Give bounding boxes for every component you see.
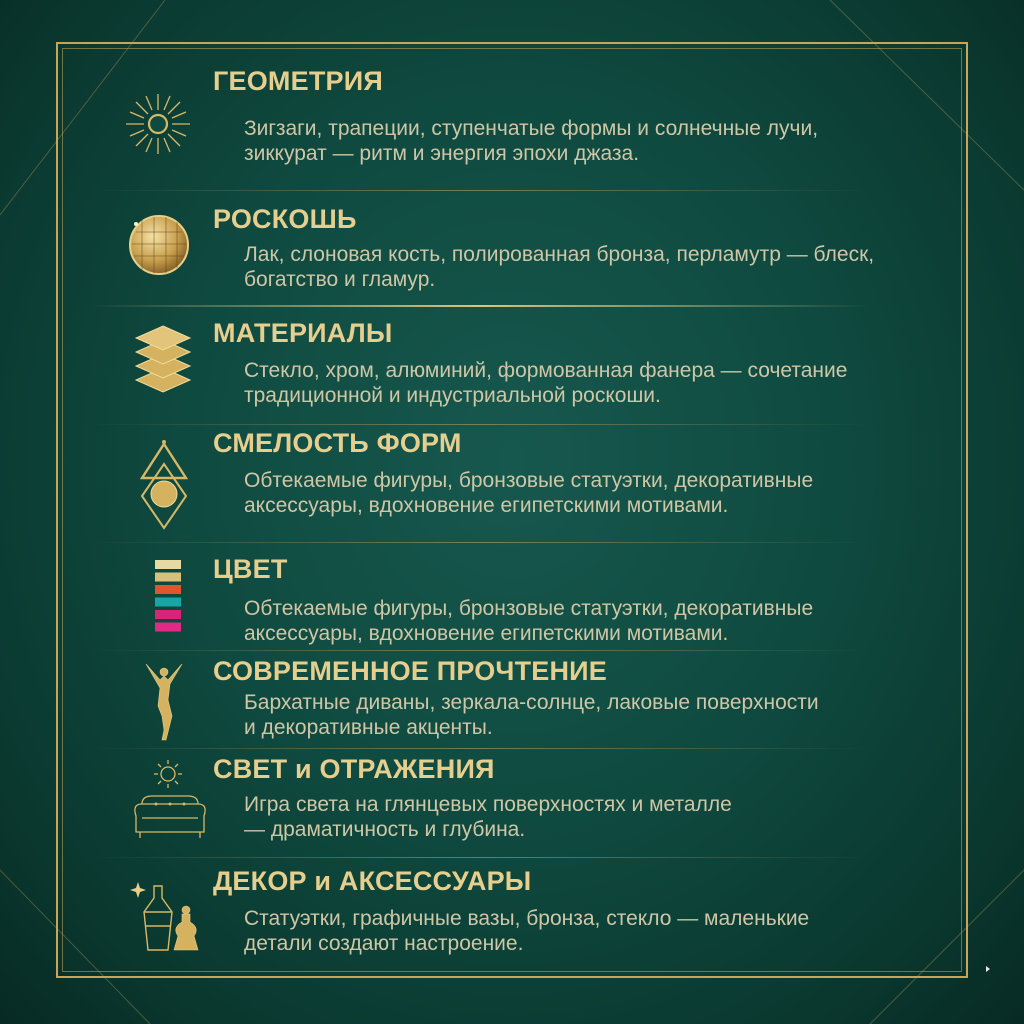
- description-line: Стекло, хром, алюминий, формованная фанера — сочетание: [244, 359, 848, 382]
- description-line: Лак, слоновая кость, полированная бронза, перламутр — блеск,: [244, 243, 875, 266]
- description-line: аксессуары, вдохновение египетскими мотивами.: [244, 622, 729, 645]
- description-line: традиционной и индустриальной роскоши.: [244, 384, 661, 407]
- layered-materials-icon: [134, 324, 192, 396]
- color-swatches-icon: [155, 560, 181, 636]
- separator-line: [90, 542, 870, 543]
- section-description: [244, 792, 732, 842]
- description-line: и декоративные акценты.: [244, 716, 493, 739]
- description-line: аксессуары, вдохновение египетскими мотивами.: [244, 494, 729, 517]
- vases-icon: [132, 878, 208, 954]
- description-line: зиккурат — ритм и энергия эпохи джаза.: [244, 142, 640, 165]
- color-swatch: [155, 560, 181, 569]
- section-description: [244, 242, 874, 292]
- description-line: Обтекаемые фигуры, бронзовые статуэтки, декоративные: [244, 469, 814, 492]
- section-description: [244, 358, 847, 408]
- description-line: Статуэтки, графичные вазы, бронза, стекло — маленькие: [244, 907, 810, 930]
- section-description: [244, 906, 809, 956]
- separator-line: [90, 650, 870, 651]
- triangle-circle-icon: [138, 436, 190, 526]
- section-title: ЦВЕТ: [213, 554, 288, 584]
- separator-line: [90, 857, 870, 858]
- section-title: СОВРЕМЕННОЕ ПРОЧТЕНИЕ: [213, 656, 607, 686]
- separator-line: [90, 305, 870, 307]
- description-line: Игра света на глянцевых поверхностях и металле: [244, 793, 732, 816]
- play-arrow-icon: [986, 966, 990, 972]
- description-line: Обтекаемые фигуры, бронзовые статуэтки, декоративные: [244, 597, 814, 620]
- section-title: РОСКОШЬ: [213, 204, 357, 234]
- description-line: Зигзаги, трапеции, ступенчатые формы и солнечные лучи,: [244, 117, 819, 140]
- section-title: СВЕТ и ОТРАЖЕНИЯ: [213, 754, 495, 784]
- separator-line: [90, 190, 870, 191]
- sunburst-icon: [124, 90, 192, 158]
- color-swatch: [155, 573, 181, 582]
- section-description: [244, 690, 819, 740]
- section-title: ГЕОМЕТРИЯ: [213, 66, 383, 96]
- color-swatch: [155, 598, 181, 607]
- color-swatch: [155, 610, 181, 619]
- description-line: богатство и гламур.: [244, 268, 436, 291]
- description-line: Бархатные диваны, зеркала-солнце, лаковые поверхности: [244, 691, 819, 714]
- section-title: МАТЕРИАЛЫ: [213, 318, 393, 348]
- separator-line: [90, 748, 870, 749]
- color-swatch: [155, 585, 181, 594]
- gold-mosaic-medallion-icon: [128, 214, 190, 276]
- color-swatch: [155, 623, 181, 632]
- separator-line: [90, 424, 870, 425]
- sofa-sun-mirror-icon: [128, 758, 212, 842]
- section-description: [244, 116, 818, 166]
- section-description: [244, 596, 813, 646]
- section-description: [244, 468, 813, 518]
- dancer-statuette-icon: [144, 660, 184, 742]
- description-line: детали создают настроение.: [244, 932, 524, 955]
- section-title: ДЕКОР и АКСЕССУАРЫ: [213, 866, 532, 896]
- section-title: СМЕЛОСТЬ ФОРМ: [213, 428, 462, 458]
- description-line: — драматичность и глубина.: [244, 818, 526, 841]
